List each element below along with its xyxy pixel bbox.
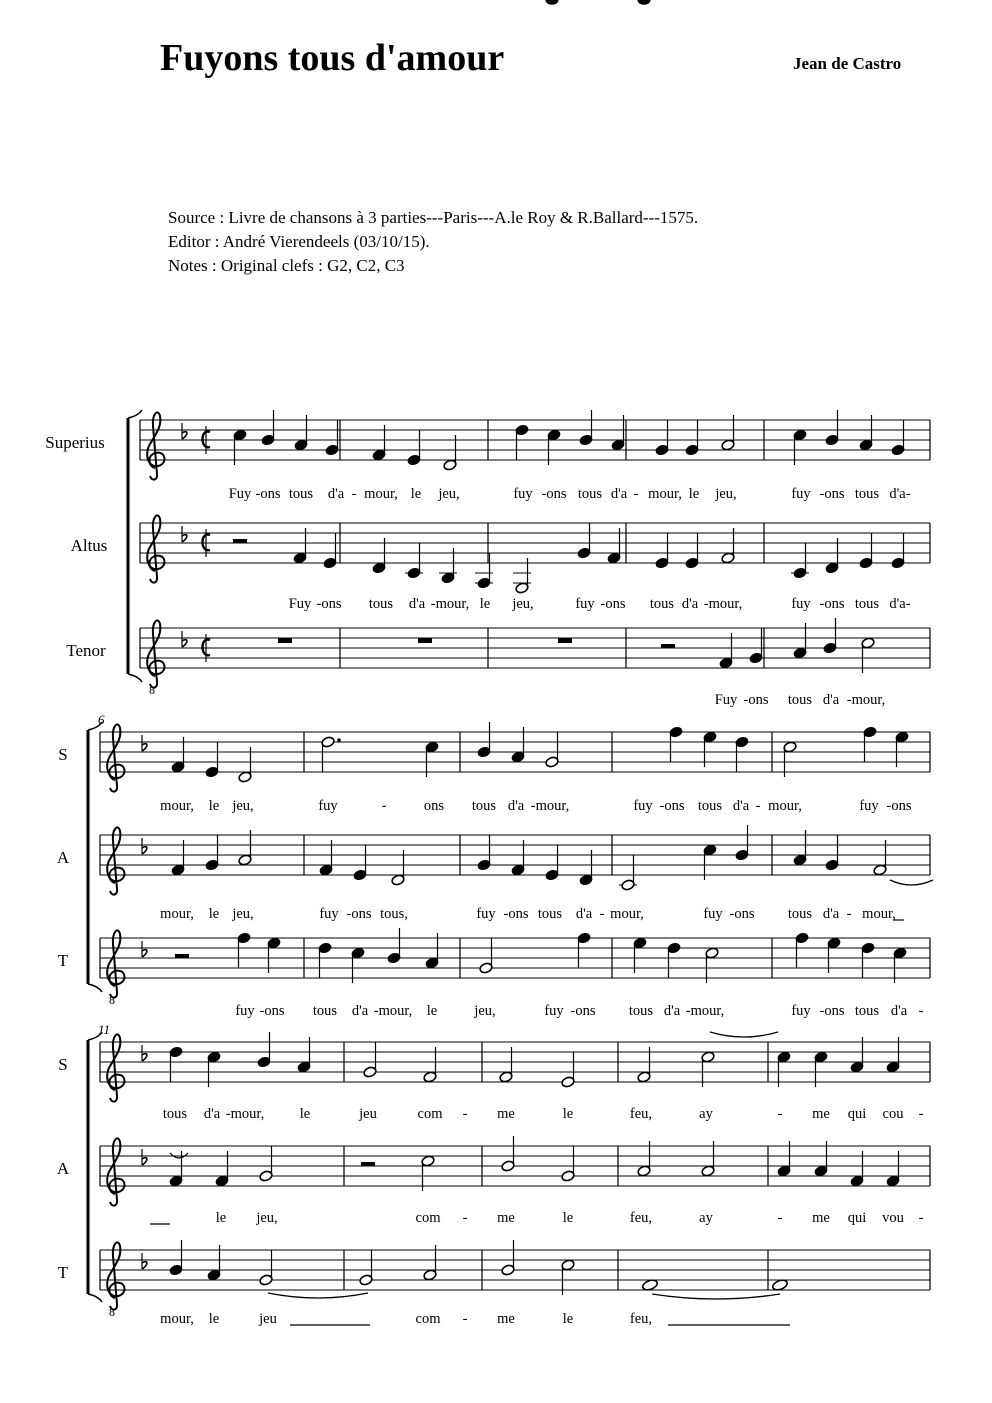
flat-icon [182,423,187,439]
lyric-syllable: -mour, [530,798,570,814]
lyric-syllable: me [497,1210,515,1226]
lyric-syllable: d'a [507,798,525,814]
rest [558,638,572,643]
part-label: S [58,745,68,764]
lyric-syllable: ons [423,798,445,814]
lyric-syllable: jeu, [232,906,254,922]
bracket-bottom [88,984,102,992]
lyric-syllable: d'a [663,1003,681,1019]
lyric-syllable: d'a [575,906,593,922]
lyric-syllable: fuy [791,486,811,502]
lyric-syllable: -ons [819,1003,845,1019]
note [561,1052,575,1088]
lyric-syllable: qui [847,1106,867,1122]
lyric-syllable: le [562,1311,574,1327]
lyric-syllable: tous [628,1003,654,1019]
lyric-syllable: me [497,1311,515,1327]
note [261,410,275,446]
treble-clef-icon [147,412,164,479]
flat-icon [142,1149,147,1165]
note [515,424,529,460]
rest [233,539,247,543]
lyric-syllable: d'a- [889,596,911,612]
lyric-syllable: -mour, [846,692,886,708]
lyric-syllable: le [215,1210,227,1226]
lyric-syllable: fuy [575,596,595,612]
lyric-syllable: fuy [791,1003,811,1019]
lyric-syllable: mour, [160,1311,194,1327]
note [579,410,593,446]
source-note: Source : Livre de chansons à 3 parties---Paris---A.le Roy & R.Ballard---1575. [168,208,699,227]
lyric-syllable: tous [787,906,813,922]
piece-title: Fuyons tous d'amour [160,37,505,79]
rest [418,638,432,643]
lyric-syllable: le [562,1210,574,1226]
lyric-syllable: - [777,1210,783,1226]
lyric-syllable: - [462,1311,468,1327]
note [545,845,559,881]
lyric-syllable: -ons [541,486,567,502]
part-label: Superius [45,433,105,452]
lyric-syllable: fuy [791,596,811,612]
treble-clef-icon [107,930,124,1007]
bracket-top [128,410,142,418]
note [475,553,493,589]
lyric-syllable: me [497,1106,515,1122]
note [321,736,341,772]
note [669,726,683,762]
treble-clef-icon [147,620,164,697]
lyric-syllable: -ons [886,798,912,814]
lyric-syllable: com [417,1106,443,1122]
flat-icon [182,631,187,647]
lyric-syllable: fuy [319,906,339,922]
lyric-syllable: - [777,1106,783,1122]
bracket-bottom [128,674,142,682]
treble-clef-icon [107,724,124,791]
tie [710,1032,778,1037]
note [257,1032,271,1068]
lyric-syllable: tous [787,692,813,708]
lyric-syllable: mour, [768,798,802,814]
lyric-syllable: feu, [629,1210,653,1226]
lyric-syllable: le [299,1106,311,1122]
part-label: A [56,1159,70,1178]
lyric-syllable: mour, [862,906,896,922]
lyric-syllable: - [846,906,852,922]
note [891,533,905,569]
lyric-syllable: -ons [659,798,685,814]
lyric-syllable: mour, [610,906,644,922]
lyric-syllable: Fuy [228,486,252,502]
lyric-syllable: tous [854,1003,880,1019]
note [735,825,749,861]
lyric-syllable: d'a [732,798,750,814]
flat-icon [142,838,147,854]
note [387,928,401,964]
lyric-syllable: tous [312,1003,338,1019]
note [359,1250,373,1286]
flat-icon [142,1045,147,1061]
lyric-syllable: cou [882,1106,904,1122]
flat-icon [142,735,147,751]
lyric-syllable: d'a [822,692,840,708]
lyric-syllable: jeu, [232,798,254,814]
lyric-syllable: tous [288,486,314,502]
note [477,835,491,871]
note [169,1240,183,1276]
flat-icon [182,526,187,542]
treble-clef-icon [107,1034,124,1101]
lyric-syllable: d'a [408,596,426,612]
note [795,932,809,968]
svg-text:8: 8 [109,1305,115,1319]
note [823,618,837,654]
note [861,942,875,978]
note [561,1146,575,1182]
lyric-syllable: d'a [610,486,628,502]
note [749,628,763,664]
lyric-syllable: fuy [703,906,723,922]
lyric-syllable: - [462,1210,468,1226]
lyric-syllable: -ons [819,486,845,502]
lyric-syllable: mour, [160,906,194,922]
lyric-syllable: fuy [859,798,879,814]
lyric-syllable: feu, [629,1106,653,1122]
note [407,430,421,466]
lyric-syllable: vou [882,1210,904,1226]
note [323,533,337,569]
note [735,736,749,772]
tie [652,1294,780,1299]
note [169,1046,183,1082]
rest [661,644,675,648]
lyric-syllable: tous [162,1106,188,1122]
lyric-syllable: tous [854,486,880,502]
lyric-syllable: tous, [380,906,408,922]
note [825,410,839,446]
measure-number: 11 [98,1022,111,1037]
lyric-syllable: d'a [681,596,699,612]
lyric-syllable: fuy [318,798,338,814]
lyric-syllable: mour, [364,486,398,502]
note [859,533,873,569]
lyric-syllable: -ons [600,596,626,612]
lyric-syllable: fuy [513,486,533,502]
lyric-syllable: -ons [255,486,281,502]
lyric-syllable: le [426,1003,438,1019]
flat-icon [142,941,147,957]
note [325,420,339,456]
lyric-syllable: Fuy [714,692,738,708]
note [863,726,877,762]
lyric-syllable: d'a [822,906,840,922]
lyric-syllable: -ons [729,906,755,922]
lyric-syllable: le [208,1311,220,1327]
lyric-syllable: -ons [346,906,372,922]
note [237,932,251,968]
lyric-syllable: jeu, [512,596,534,612]
lyric-syllable: tous [649,596,675,612]
note [577,523,591,559]
lyric-syllable: -mour, [225,1106,265,1122]
note [655,420,669,456]
note [259,1146,273,1182]
lyric-syllable: - [351,486,357,502]
lyric-syllable: tous [537,906,563,922]
note [619,855,637,891]
rest [175,954,189,958]
lyric-syllable: - [918,1210,924,1226]
lyric-syllable: qui [847,1210,867,1226]
lyric-syllable: fuy [544,1003,564,1019]
lyric-syllable: tous [854,596,880,612]
lyric-syllable: fuy [476,906,496,922]
note [667,942,681,978]
note [638,0,650,4]
lyric-syllable: jeu, [715,486,737,502]
lyric-syllable: -mour, [430,596,470,612]
note [479,938,493,974]
lyric-syllable: -mour, [373,1003,413,1019]
note [577,932,591,968]
lyric-syllable: - [599,906,605,922]
note [405,543,423,579]
note [363,1042,377,1078]
note [825,835,839,871]
lyric-syllable: - [755,798,761,814]
lyric-syllable: tous [697,798,723,814]
lyric-syllable: mour, [160,798,194,814]
lyric-syllable: - [633,486,639,502]
clefs-note: Notes : Original clefs : G2, C2, C3 [168,256,405,275]
lyric-syllable: fuy [633,798,653,814]
lyric-syllable: tous [471,798,497,814]
note [477,722,491,758]
lyric-syllable: -ons [316,596,342,612]
part-label: A [56,848,70,867]
lyric-syllable: ay [699,1106,713,1122]
lyric-syllable: fuy [235,1003,255,1019]
note [655,533,669,569]
lyric-syllable: - [918,1106,924,1122]
lyric-syllable: -ons [259,1003,285,1019]
rest [361,1162,375,1166]
note [791,543,809,579]
lyric-syllable: d'a [203,1106,221,1122]
tie [890,880,933,885]
lyric-syllable: d'a [327,486,345,502]
lyric-syllable: le [479,596,491,612]
lyric-syllable: com [415,1311,441,1327]
lyric-syllable: - [381,798,387,814]
svg-text:8: 8 [109,993,115,1007]
lyric-syllable: mour, [648,486,682,502]
note [685,420,699,456]
svg-text:8: 8 [149,683,155,697]
lyrics-layer [150,486,924,1327]
lyric-syllable: le [410,486,422,502]
part-label: Altus [70,536,108,555]
lyric-syllable: tous [577,486,603,502]
lyric-syllable: -mour, [703,596,743,612]
note [353,845,367,881]
lyric-syllable: Fuy [288,596,312,612]
lyric-syllable: d'a [351,1003,369,1019]
part-label: S [58,1055,68,1074]
rest [278,638,292,643]
flat-icon [142,1253,147,1269]
lyric-syllable: ay [699,1210,713,1226]
lyric-syllable: le [688,486,700,502]
lyric-syllable: - [918,1003,924,1019]
note [259,1250,273,1286]
lyric-syllable: com [415,1210,441,1226]
note [685,533,699,569]
note [318,942,332,978]
note [501,1136,515,1172]
lyric-syllable: jeu, [438,486,460,502]
lyric-syllable: jeu, [474,1003,496,1019]
note [205,742,219,778]
treble-clef-icon [107,827,124,894]
part-label: T [57,1263,69,1282]
editor-note: Editor : André Vierendeels (03/10/15). [168,232,430,251]
part-label: T [57,951,69,970]
lyric-syllable: -ons [743,692,769,708]
lyric-syllable: -mour, [685,1003,725,1019]
notes-layer [169,0,933,1299]
note [546,0,558,4]
treble-clef-icon [107,1138,124,1205]
lyric-syllable: d'a- [889,486,911,502]
tie [268,1293,368,1298]
lyric-syllable: me [812,1106,830,1122]
lyric-syllable: tous [368,596,394,612]
lyric-syllable: jeu [259,1311,277,1327]
lyric-syllable: le [208,798,220,814]
measure-number: 6 [98,712,105,727]
treble-clef-icon [107,1242,124,1319]
part-label: Tenor [66,641,106,660]
treble-clef-icon [147,515,164,582]
note [205,835,219,871]
lyric-syllable: -ons [503,906,529,922]
lyric-syllable: jeu, [256,1210,278,1226]
lyric-syllable: jeu [359,1106,377,1122]
lyric-syllable: - [462,1106,468,1122]
lyric-syllable: feu, [629,1311,653,1327]
lyric-syllable: le [208,906,220,922]
note [501,1240,515,1276]
lyric-syllable: -ons [570,1003,596,1019]
lyric-syllable: me [812,1210,830,1226]
lyric-syllable: d'a [890,1003,908,1019]
composer-name: Jean de Castro [793,54,902,73]
lyric-syllable: -ons [819,596,845,612]
note [545,732,559,768]
note [891,420,905,456]
lyric-syllable: le [562,1106,574,1122]
bracket-bottom [88,1294,102,1302]
